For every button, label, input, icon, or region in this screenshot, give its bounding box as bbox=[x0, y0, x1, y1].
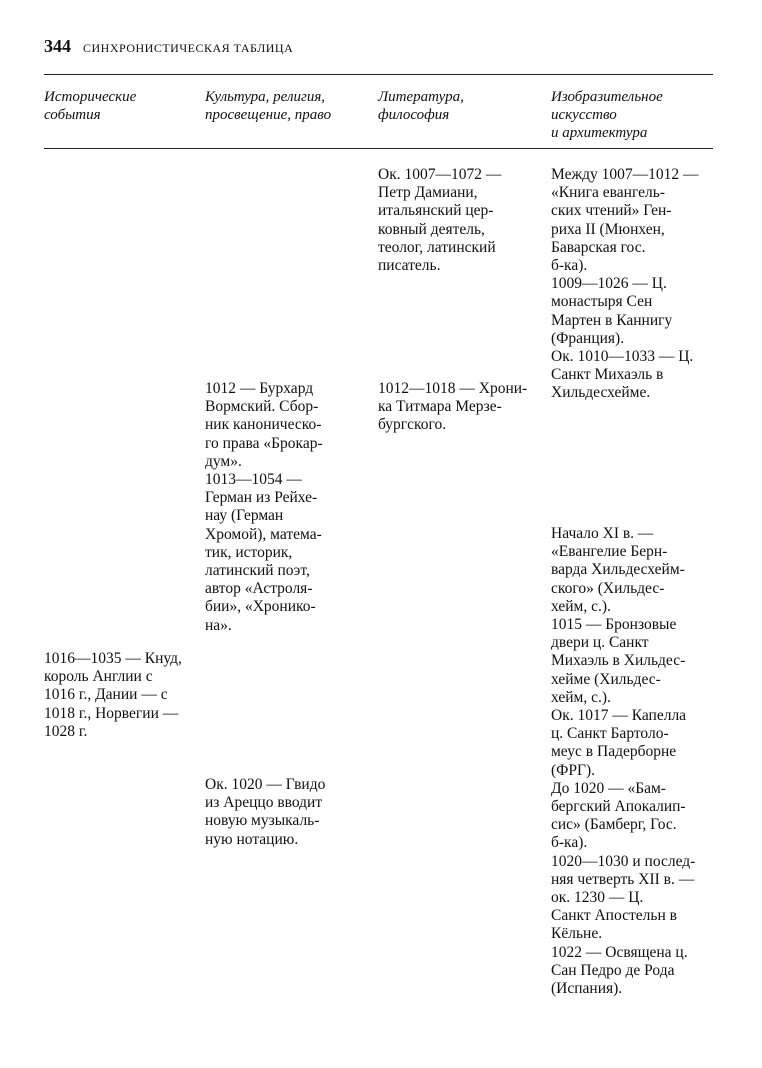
running-title: СИНХРОНИСТИЧЕСКАЯ ТАБЛИЦА bbox=[83, 41, 294, 55]
column-header-history bbox=[44, 88, 136, 124]
column-header-culture bbox=[205, 88, 331, 124]
literature-entry: Ок. 1007—1072 — Петр Дамиани, итальянский цер- ковный деятель, теолог, латинский писатель. bbox=[378, 166, 502, 275]
column-header-art-label: Изобразительное искусство и архитектура bbox=[551, 89, 663, 141]
column-header-art bbox=[551, 88, 663, 142]
page-header bbox=[44, 36, 293, 57]
literature-entry: 1012—1018 — Хрони- ка Титмара Мерзе- бургского. bbox=[378, 380, 528, 434]
page-number: 344 bbox=[44, 36, 71, 56]
column-header-literature bbox=[378, 88, 464, 124]
art-entry: Между 1007—1012 — «Книга евангель- ских чтений» Ген- риха II (Мюнхен, Баварская гос. б-ка). 1009—1026 — Ц. монастыря Сен Мартен в Каннигу (Франция). Ок. 1010—1033 — Ц. Санкт Михаэль в Хильдесхейме. bbox=[551, 166, 699, 402]
column-header-literature-label: Литература, философия bbox=[378, 89, 464, 123]
culture-entry: 1012 — Бурхард Вормский. Сбор- ник каноническо- го права «Брокар- дум». 1013—1054 — Герман из Рейхе- нау (Герман Хромой), матема- тик, историк, латинский поэт, автор «Астроля- бии», «Хронико- на». bbox=[205, 380, 323, 634]
culture-entry: Ок. 1020 — Гвидо из Ареццо вводит новую музыкаль- ную нотацию. bbox=[205, 776, 326, 848]
history-entry: 1016—1035 — Кнуд, король Англии с 1016 г., Дании — с 1018 г., Норвегии — 1028 г. bbox=[44, 650, 182, 740]
top-rule bbox=[44, 74, 713, 75]
column-header-culture-label: Культура, религия, просвещение, право bbox=[205, 89, 332, 123]
header-bottom-rule bbox=[44, 148, 713, 149]
art-entry: Начало XI в. — «Евангелие Берн- варда Хильдесхейм- ского» (Хильдес- хейм, с.). 1015 — Бронзовые двери ц. Санкт Михаэль в Хильдес- хейме (Хильдес- хейм, с.). Ок. 1017 — Капелла ц. Санкт Бартоло- меус в Падерборне (ФРГ). До 1020 — «Бам- бергский Апокалип- сис» (Бамберг, Гос. б-ка). 1020—1030 и послед- няя четверть XII в. — ок. 1230 — Ц. Санкт Апостельн в Кёльне. 1022 — Освящена ц. Сан Педро де Рода (Испания). bbox=[551, 525, 696, 998]
column-header-history-label: Исторические события bbox=[44, 89, 137, 123]
